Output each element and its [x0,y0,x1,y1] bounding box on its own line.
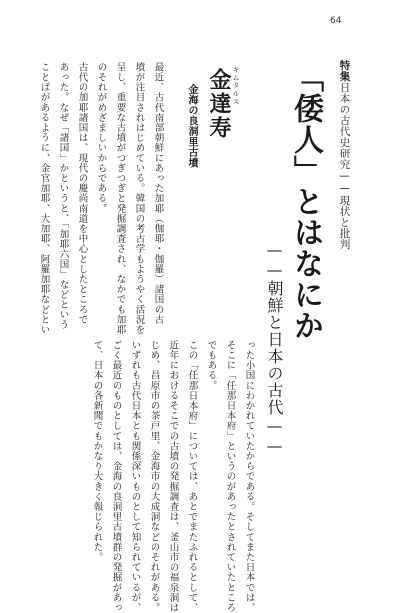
body-line: ごく最近のものとしては、金海の良洞里古墳群の発掘があっ [110,340,122,613]
author-name: 金達寿 [206,68,232,140]
body-line: この「任那日本府」については、あとでまたふれるとして、 [186,340,198,613]
body-line: いずれも古代日本とも関係深いものとして知られているが、 [129,340,141,613]
article-title: 「倭人」とはなにか [288,62,323,341]
body-line: のそれがめざましいからである。 [95,62,107,214]
body-line: て、日本の各新聞でもかなり大きく報じられた。 [91,340,103,563]
page-number: 64 [330,16,342,26]
body-line: でもある。 [205,340,217,391]
body-line: 呈し、重要な古墳がつぎつぎと発掘調査され、なかでも加耶 [114,62,126,335]
article-subtitle: ——朝鮮と日本の古代—— [265,240,284,456]
body-line: 近年におけるそこでの古墳の発掘調査は、釜山市の福泉洞は [167,340,179,613]
body-line: じめ、昌原市の茶戸里、金海市の大成洞などのそれがある。 [148,340,160,613]
body-line: そこに「任那日本府」というのがあったとされていたところ [224,340,236,613]
body-line: 墳が注目されはじめている。韓国の考古学もようやく活況を [133,62,145,335]
section-heading: 金海の良洞里古墳 [186,84,197,168]
body-upper-block [24,62,174,335]
author-ruby: キムタルス [232,66,240,106]
body-line: 最近、古代南部朝鮮にあった加耶（伽耶・伽羅）諸国の古 [152,62,164,325]
body-line: あった。なぜ「諸国」かというと、「加耶六国」などという [57,62,69,330]
kicker-text: 日本の古代史研究——現状と批判 [338,82,351,250]
feature-kicker [339,60,350,250]
body-lower-block [72,340,272,613]
body-line: った小国にわかれていたからである。そしてまた日本では、 [243,340,255,613]
body-line: ことばがあるように、金官加耶、大加耶、阿羅加耶などとい [38,62,50,335]
body-line: 古代の加耶諸国は、現代の慶尚南道を中心としたところで [76,62,88,325]
kicker-label: 特集 [338,60,351,82]
